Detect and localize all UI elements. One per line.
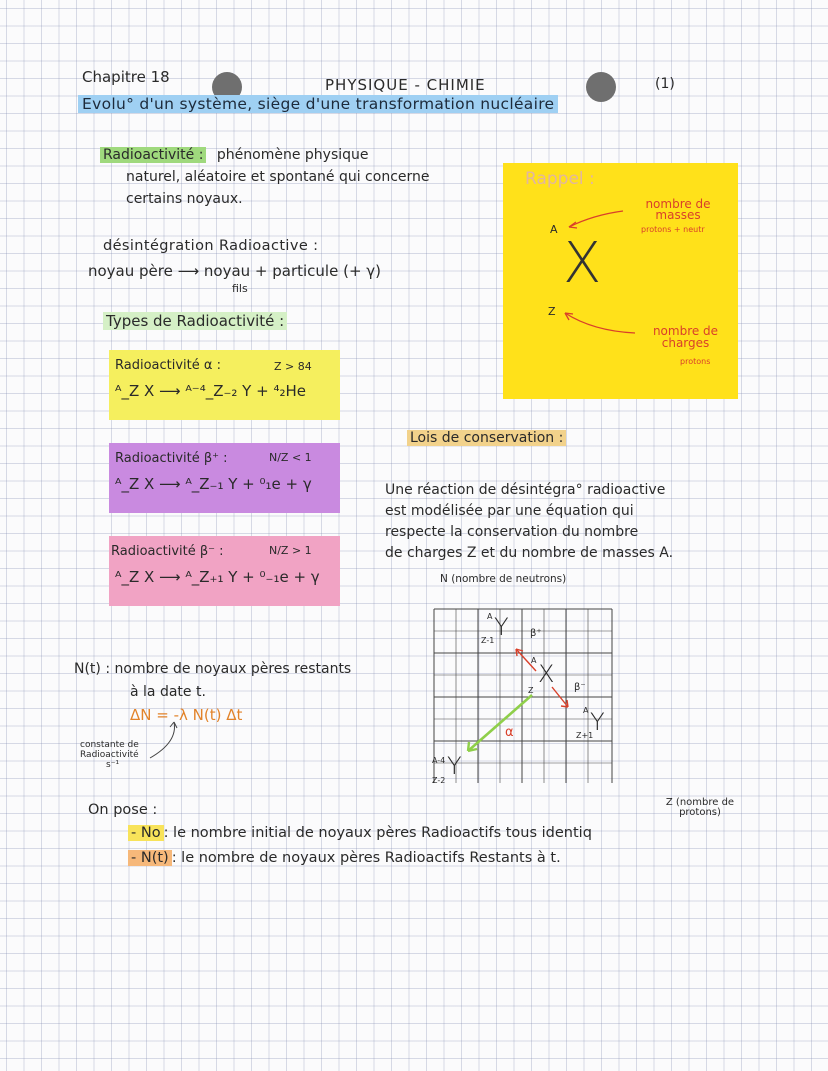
definition-line-1: phénomène physique — [216, 147, 369, 163]
beta-plus-name: Radioactivité β⁺ : — [115, 451, 228, 466]
y-right-z: Z+1 — [576, 731, 594, 740]
alpha-note — [109, 350, 340, 420]
conservation-line-1: Une réaction de désintégra° radioactive — [385, 482, 666, 498]
constant-line-1: constante de — [80, 740, 139, 750]
constant-line-2: Radioactivité — [80, 750, 139, 760]
diagram-alpha-label: α — [505, 725, 514, 740]
y-bottom-z: Z-2 — [432, 776, 446, 785]
rappel-mass-sub: protons + neutr — [641, 225, 705, 234]
alpha-name: Radioactivité α : — [115, 358, 221, 373]
definition-line-2: naturel, aléatoire et spontané qui concerne — [126, 169, 430, 185]
conservation-line-3: respecte la conservation du nombre — [385, 524, 639, 540]
conservation-line-4: de charges Z et du nombre de masses A. — [385, 545, 674, 561]
n-axis-label: N (nombre de neutrons) — [440, 573, 567, 585]
pose-nt-text: : le nombre de noyaux pères Radioactifs Restants à t. — [171, 850, 561, 866]
diagram-bm-label: β⁻ — [574, 682, 586, 693]
disintegration-title: désintégration Radioactive : — [103, 238, 319, 254]
alpha-equation: ᴬ_Z X ⟶ ᴬ⁻⁴_Z₋₂ Y + ⁴₂He — [115, 382, 306, 400]
beta-minus-condition: N/Z > 1 — [269, 544, 312, 557]
diagram-bp-label: β⁺ — [530, 628, 542, 639]
fils-label: fils — [232, 282, 248, 295]
disintegration-equation: noyau père ⟶ noyau + particule (+ γ) — [88, 262, 382, 280]
pose-intro: On pose : — [88, 802, 158, 818]
constant-pointer — [130, 718, 190, 768]
x-mid-z: Z — [528, 686, 534, 695]
beta-plus-equation: ᴬ_Z X ⟶ ᴬ_Z₋₁ Y + ⁰₁e + γ — [115, 475, 312, 493]
page-title: Evolu° d'un système, siège d'une transformation nucléaire — [78, 95, 558, 113]
x-mid-a: A — [531, 656, 537, 665]
conservation-text — [385, 480, 673, 564]
nt-line-1: N(t) : nombre de noyaux pères restants — [74, 661, 352, 677]
y-top-z: Z-1 — [481, 636, 495, 645]
definition-line-3: certains noyaux. — [126, 191, 243, 207]
conservation-line-2: est modélisée par une équation qui — [385, 503, 634, 519]
beta-plus-condition: N/Z < 1 — [269, 451, 312, 464]
x-mid-symbol: X — [538, 660, 555, 688]
beta-minus-equation: ᴬ_Z X ⟶ ᴬ_Z₊₁ Y + ⁰₋₁e + γ — [115, 568, 320, 586]
y-right-symbol: Y — [590, 708, 605, 736]
beta-plus-note — [109, 443, 340, 513]
nt-line-2: à la date t. — [130, 684, 206, 700]
beta-minus-name: Radioactivité β⁻ : — [111, 544, 224, 559]
alpha-condition: Z > 84 — [274, 360, 312, 373]
z-axis-label: Z (nombre de protons) — [665, 797, 735, 818]
page-number: (1) — [655, 76, 675, 92]
pose-no-label: - No — [128, 825, 164, 841]
subject-label: PHYSIQUE - CHIMIE — [325, 76, 486, 94]
rappel-arrows — [503, 163, 738, 399]
rappel-note — [503, 163, 738, 399]
rappel-z: Z — [548, 305, 556, 318]
radioactivity-definition — [100, 144, 430, 210]
types-title: Types de Radioactivité : — [103, 312, 287, 330]
y-bottom-symbol: Y — [447, 752, 462, 780]
y-top-a: A — [487, 612, 493, 621]
rappel-charge-sub: protons — [680, 357, 711, 366]
rappel-charge-label: nombre de charges — [652, 324, 719, 350]
rappel-mass-label: nombre de masses — [645, 197, 711, 222]
beta-minus-note — [109, 536, 340, 606]
y-bottom-a: A-4 — [432, 756, 446, 765]
rappel-title: Rappel : — [525, 169, 595, 189]
y-top-symbol: Y — [494, 613, 509, 641]
chapter-label: Chapitre 18 — [82, 68, 170, 86]
constant-unit: s⁻¹ — [106, 760, 120, 770]
pose-no-text: : le nombre initial de noyaux pères Radioactifs tous identiq — [163, 825, 592, 841]
pose-nt-label: - N(t) — [128, 850, 172, 866]
decay-formula: ΔN = -λ N(t) Δt — [130, 706, 243, 724]
pose-nt-line — [128, 850, 561, 866]
conservation-title: Lois de conservation : — [407, 430, 566, 446]
binder-hole-right — [586, 72, 616, 102]
radioactivity-label: Radioactivité : — [100, 147, 206, 163]
rappel-a: A — [550, 223, 558, 236]
rappel-x: X — [563, 231, 602, 296]
y-right-a: A — [583, 706, 589, 715]
pose-no-line — [128, 825, 592, 841]
